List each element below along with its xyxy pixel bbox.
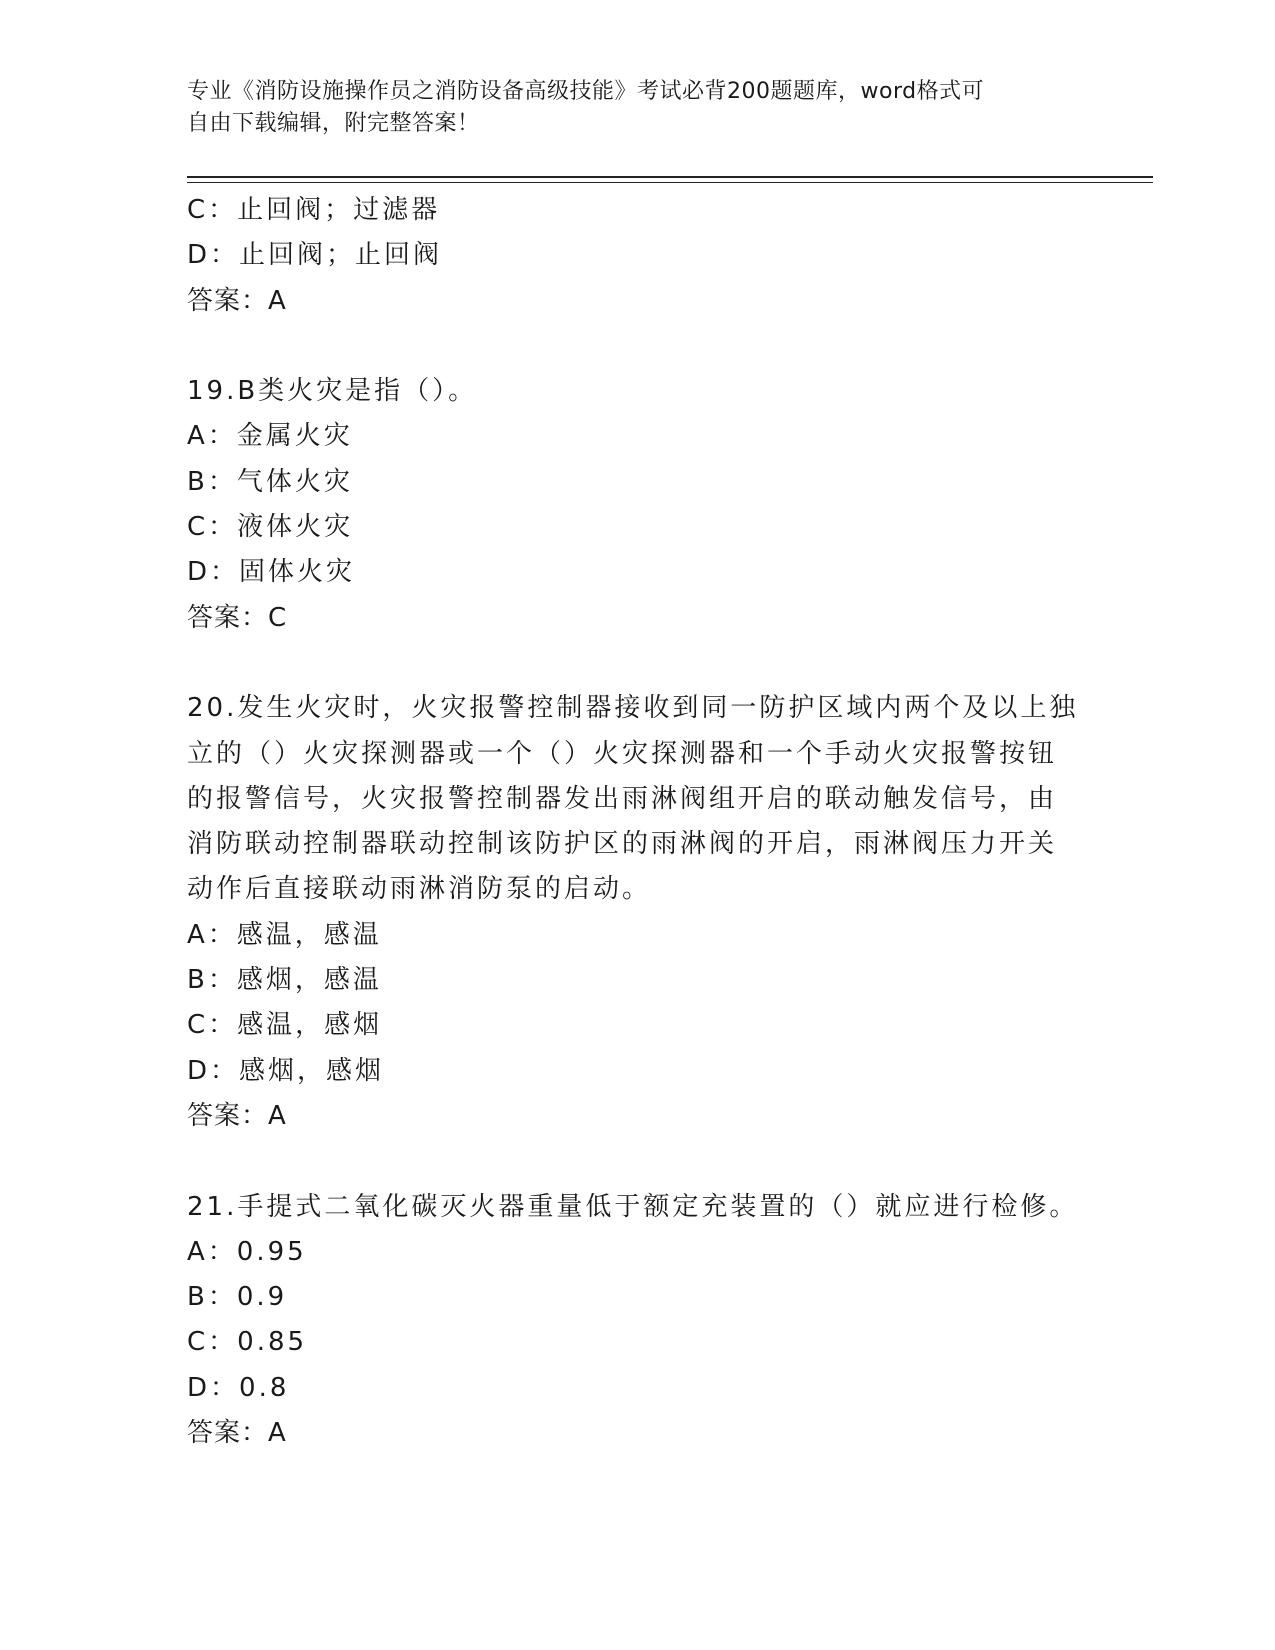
option-c: C：止回阀；过滤器 xyxy=(187,195,441,225)
option-d: D：0.8 xyxy=(187,1372,290,1403)
answer-value: A xyxy=(268,285,287,316)
option-c: C：0.85 xyxy=(187,1327,308,1358)
answer-value: C xyxy=(268,602,288,633)
question-19 xyxy=(187,369,1087,641)
header-line-2: 自由下载编辑，附完整答案！ xyxy=(187,111,480,136)
option-b: B：0.9 xyxy=(187,1282,288,1313)
answer-label: 答案： xyxy=(187,285,269,316)
option-a: A：0.95 xyxy=(187,1236,307,1267)
question-list xyxy=(187,188,1087,1456)
option-c: C：液体火灾 xyxy=(187,512,354,543)
answer-line xyxy=(187,1411,1087,1456)
question-stem-line: 的报警信号，火灾报警控制器发出雨淋阀组开启的联动触发信号，由 xyxy=(187,783,1058,814)
question-stem: 21.手提式二氧化碳灭火器重量低于额定充装置的（）就应进行检修。 xyxy=(187,1191,1079,1222)
document-header xyxy=(187,76,1087,140)
question-spacer xyxy=(187,641,1087,686)
answer-line xyxy=(187,279,1087,324)
option-b: B：感烟，感温 xyxy=(187,965,382,996)
answer-label: 答案： xyxy=(187,1418,269,1449)
header-line-1: 专业《消防设施操作员之消防设备高级技能》考试必背200题题库，word格式可 xyxy=(187,79,985,104)
answer-line xyxy=(187,1094,1087,1139)
answer-label: 答案： xyxy=(187,1100,269,1131)
answer-label: 答案： xyxy=(187,602,269,633)
answer-value: A xyxy=(268,1100,287,1131)
question-stem-line: 立的（）火灾探测器或一个（）火灾探测器和一个手动火灾报警按钮 xyxy=(187,738,1058,769)
question-18 xyxy=(187,188,1087,324)
question-stem-line: 消防联动控制器联动控制该防护区的雨淋阀的开启，雨淋阀压力开关 xyxy=(187,829,1058,860)
question-stem-line: 20.发生火灾时，火灾报警控制器接收到同一防护区域内两个及以上独 xyxy=(187,693,1079,724)
answer-value: A xyxy=(268,1418,287,1449)
question-spacer xyxy=(187,324,1087,369)
header-divider-thick xyxy=(187,176,1153,178)
option-d: D：感烟，感烟 xyxy=(187,1055,385,1086)
option-c: C：感温，感烟 xyxy=(187,1010,383,1041)
header-divider-thin xyxy=(187,182,1153,183)
question-stem-line: 动作后直接联动雨淋消防泵的启动。 xyxy=(187,874,652,905)
question-20 xyxy=(187,686,1087,1139)
option-d: D：固体火灾 xyxy=(187,557,356,588)
question-21 xyxy=(187,1185,1087,1457)
option-a: A：金属火灾 xyxy=(187,421,353,452)
answer-line xyxy=(187,596,1087,641)
option-d: D：止回阀；止回阀 xyxy=(187,240,443,271)
question-spacer xyxy=(187,1139,1087,1184)
option-b: B：气体火灾 xyxy=(187,466,353,497)
option-a: A：感温，感温 xyxy=(187,919,382,950)
question-stem: 19.B类火灾是指（）。 xyxy=(187,376,478,407)
